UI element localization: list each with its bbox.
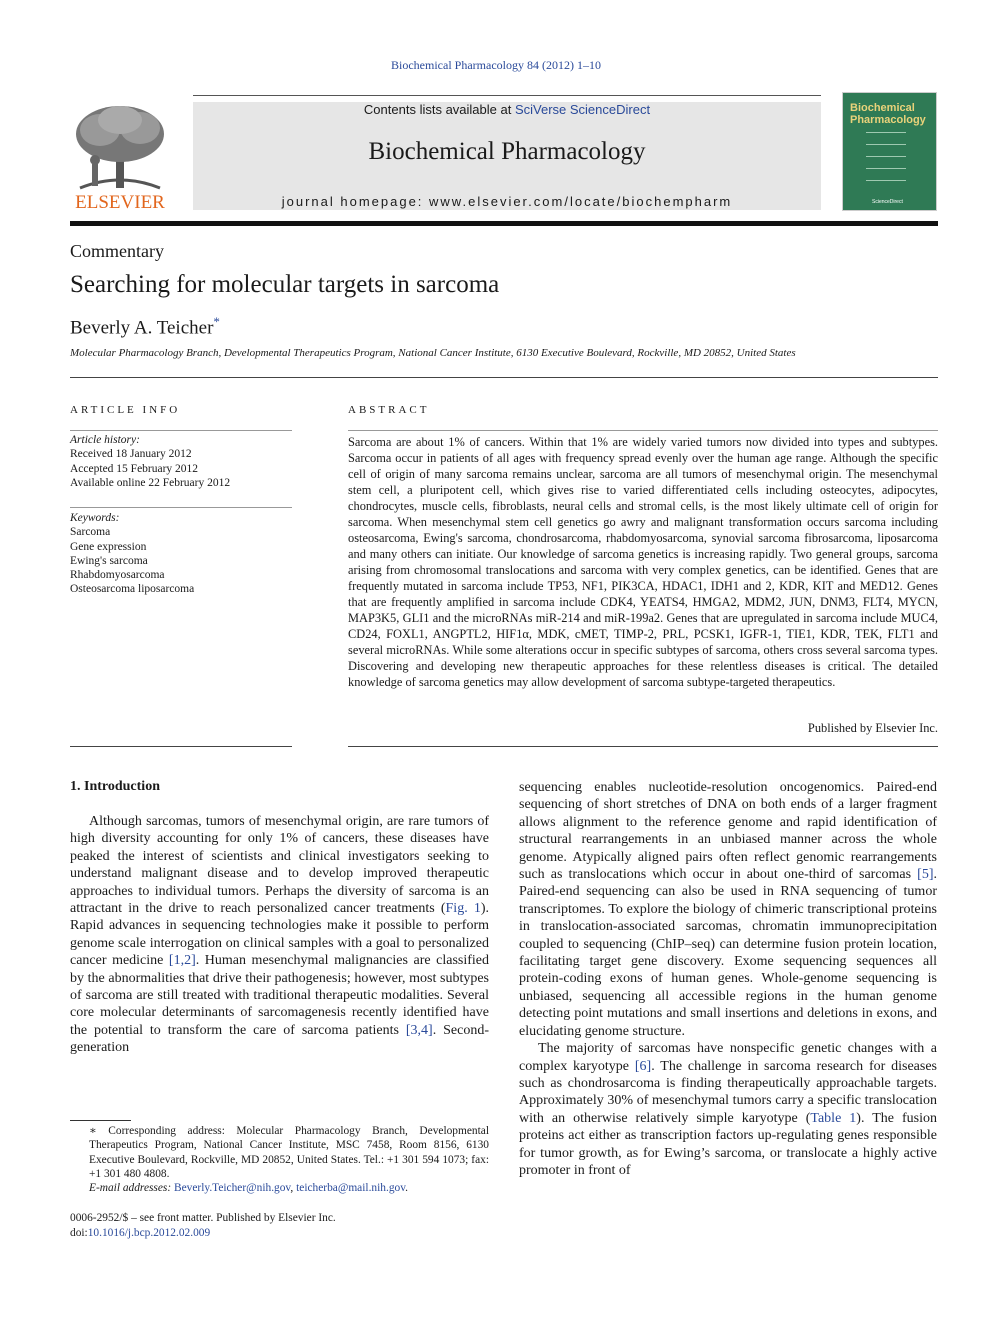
paragraph: [519, 1040, 937, 1179]
separator: .: [405, 1182, 409, 1195]
corresponding-address: ∗ Corresponding address: Molecular Pharmacology Branch, Developmental Therapeutics Program, National Cancer Institute, MSC 7458, Room 8156, 6130 Executive Boulevard, Rockville, MD 20852, United States. Tel.: +1 301 594 1073; fax: +1 301 480 4808.: [89, 1125, 489, 1180]
article-history: [70, 433, 292, 490]
contents-available-line: [193, 102, 821, 117]
corresponding-footnote: [70, 1124, 489, 1195]
article-info-bottom-rule: [70, 746, 292, 747]
accepted-date: Accepted 15 February 2012: [70, 462, 199, 475]
text-run: . Paired-end sequencing can also be used in RNA sequencing of tumor transcriptomes. To explore the biology of chimeric transcriptional proteins in translocation-associated sarcomas, chromatin immunoprecipitation coupled to sequencing (ChIP–seq) can determine fusion protein location, facilitating target gene discovery. Exome sequencing sequences all protein-coding exons of human genes. Whole-genome sequencing is unbiased, sequencing all accessible regions in the human genome detecting point mutations and small insertions and deletions in exons, and elucidating genome structure.: [519, 867, 937, 1039]
article-info-rule: [70, 430, 292, 431]
keyword: Osteosarcoma liposarcoma: [70, 583, 195, 596]
title-rule: [70, 377, 938, 378]
citation-link[interactable]: [3,4]: [405, 1022, 433, 1038]
text-run: sequencing enables nucleotide-resolution oncogenomics. Paired-end sequencing of short stretches of DNA on both ends of a larger fragment allows alignment to the reference genome and rapid identification of structural rearrangements in an unbiased manner across the whole genome. Atypically aligned pairs often reflect genomic rearrangements such as translocations which occur in about one-third of sarcomas: [519, 780, 937, 883]
table-ref-link[interactable]: Table 1: [810, 1110, 857, 1126]
text-run: . Human mesenchymal malignancies are classified by the abnormalities that drive their pathogenesis; however, most subtypes of sarcoma are still treated with traditional therapeutic modalities. Several core molecular determinants of sarcomagenesis recently identified have the potential to transform the care of sarcoma patients: [70, 953, 489, 1038]
cover-decoration: [866, 132, 926, 192]
section-heading-introduction: 1. Introduction: [70, 779, 160, 794]
journal-citation[interactable]: Biochemical Pharmacology 84 (2012) 1–10: [391, 58, 601, 72]
footnote-rule: [70, 1120, 131, 1121]
history-label: Article history:: [70, 434, 140, 446]
published-by: Published by Elsevier Inc.: [807, 721, 938, 735]
text-run: The majority of sarcomas have nonspecific genetic changes with a complex karyotype: [519, 1041, 937, 1074]
email-label: E-mail addresses:: [89, 1182, 174, 1195]
issn-line: 0006-2952/$ – see front matter. Published by Elsevier Inc.: [70, 1212, 336, 1224]
contents-prefix: Contents lists available at: [363, 102, 515, 117]
keywords-block: [70, 511, 292, 597]
figure-ref-link[interactable]: Fig. 1: [445, 901, 481, 917]
text-run: ). Rapid advances in sequencing technologies make it possible to perform genome scale interrogation on clinical samples with a goal to personalized cancer medicine: [70, 901, 490, 969]
doi-label: doi:: [70, 1227, 88, 1239]
separator: ,: [290, 1182, 297, 1195]
author-affiliation: Molecular Pharmacology Branch, Developmental Therapeutics Program, National Cancer Institute, 6130 Executive Boulevard, Rockville, MD 20852, United States: [70, 347, 796, 359]
keyword: Rhabdomyosarcoma: [70, 569, 165, 582]
citation-link[interactable]: [6]: [634, 1058, 652, 1074]
article-info-heading: ARTICLE INFO: [70, 404, 181, 416]
paragraph: [519, 779, 937, 1040]
corresponding-author-mark[interactable]: *: [213, 314, 220, 329]
header-rule: [70, 221, 938, 226]
keywords-rule: [70, 507, 292, 508]
body-column-right: [519, 779, 937, 1179]
text-run: . The challenge in sarcoma research for diseases such as chondrosarcoma is finding therapeutically approachable targets. Approximately 30% of mesenchymal tumors carry a specific translocation with an otherwise relatively simple karyotype (: [519, 1058, 938, 1126]
abstract-bottom-rule: [348, 746, 938, 747]
cover-title: Biochemical Pharmacology: [850, 102, 926, 126]
keyword: Gene expression: [70, 540, 147, 553]
online-date: Available online 22 February 2012: [70, 476, 231, 489]
keyword: Ewing's sarcoma: [70, 554, 148, 567]
abstract-rule: [348, 430, 938, 431]
journal-name: Biochemical Pharmacology: [368, 138, 646, 165]
article-section-type: Commentary: [70, 241, 164, 261]
received-date: Received 18 January 2012: [70, 448, 192, 461]
masthead-top-rule: [193, 95, 821, 96]
journal-homepage[interactable]: journal homepage: www.elsevier.com/locate/biochempharm: [281, 194, 733, 209]
doi-line: [70, 1226, 489, 1241]
elsevier-wordmark: ELSEVIER: [75, 192, 165, 213]
citation-link[interactable]: [1,2]: [168, 953, 196, 969]
article-title: Searching for molecular targets in sarcoma: [70, 271, 500, 298]
text-run: . Second-generation: [70, 1022, 489, 1056]
body-column-left: [70, 813, 489, 1057]
author-name: Beverly A. Teicher: [70, 317, 214, 339]
cover-footer: ScienceDirect: [872, 199, 903, 205]
paragraph: [70, 813, 489, 1057]
citation-link[interactable]: [5]: [917, 867, 934, 883]
abstract-text: Sarcoma are about 1% of cancers. Within that 1% are widely varied tumors now divided into types and subtypes. Sarcoma occur in patients of all ages with frequency spread evenly over the human age range. Although the specific cell of origin of many sarcoma remains unclear, sarcoma are all tumors of mesenchymal origin. The mesenchymal stem cell, a pluripotent cell, which gives rise to varied differentiated cells including osteocytes, adipocytes, chondrocytes, muscle cells, fibroblasts, neural cells and stromal cells, is the most likely ultimate cell of origin for sarcoma. When mesenchymal stem cell genetics go awry and malignant transformation occurs sarcoma including osteosarcoma, Ewing's sarcoma, chondrosarcoma, rhabdomyosarcoma, synovial sarcoma fibrosarcoma, liposarcoma and many others can initiate. Our knowledge of sarcoma genetics is increasing rapidly. Two general groups, sarcoma arising from chromosomal translocations and sarcoma with very complex genetics, can be identified. Genes that are frequently mutated in sarcoma include TP53, NF1, PIK3CA, HDAC1, IDH1 and 2, KDR, KIT and MED12. Genes that are frequently amplified in sarcoma include CDK4, YEATS4, HMGA2, MDM2, JUN, DNM3, FLT4, MYCN, MAP3K5, GLI1 and the microRNAs miR-214 and miR-199a2. Genes that are upregulated in sarcoma include MUC4, CD24, FOXL1, ANGPTL2, HIF1α, MDK, cMET, TIMP-2, PRL, PCSK1, IGFR-1, TIE1, KDR, TEK, FLT1 and several microRNAs. While some alterations occur in specific subtypes of sarcoma, others cross several sarcoma types. Discovering and developing new therapeutic approaches for these relentless diseases is critical. The detailed knowledge of sarcoma genetics may allow development of sarcoma subtype-targeted therapeutics.: [348, 435, 938, 689]
email-link[interactable]: teicherba@mail.nih.gov: [296, 1182, 406, 1195]
front-matter: [70, 1211, 489, 1241]
keyword: Sarcoma: [70, 526, 111, 539]
abstract-heading: ABSTRACT: [348, 404, 430, 416]
keywords-label: Keywords:: [70, 512, 120, 524]
text-run: Although sarcomas, tumors of mesenchymal origin, are rare tumors of high diversity accounting for only 1% of cancers, these diseases have peaked the interest of scientists and clinical investigators seeking to understand malignant disease and to develop improved therapeutic approaches to individual tumors. Perhaps the diversity of sarcoma is an attractant in the drive to reach personalized cancer treatments (: [70, 814, 489, 917]
text-run: ). The fusion proteins act either as transcription factors up-regulating genes responsible for tumor growth, as for Ewing’s sarcoma, or translocate a highly active promoter in front of: [519, 1110, 937, 1178]
sciencedirect-link[interactable]: SciVerse ScienceDirect: [514, 102, 651, 117]
doi-link[interactable]: 10.1016/j.bcp.2012.02.009: [87, 1227, 211, 1239]
author-line: [70, 314, 220, 339]
email-link[interactable]: Beverly.Teicher@nih.gov: [174, 1182, 291, 1195]
email-line: [70, 1181, 489, 1195]
